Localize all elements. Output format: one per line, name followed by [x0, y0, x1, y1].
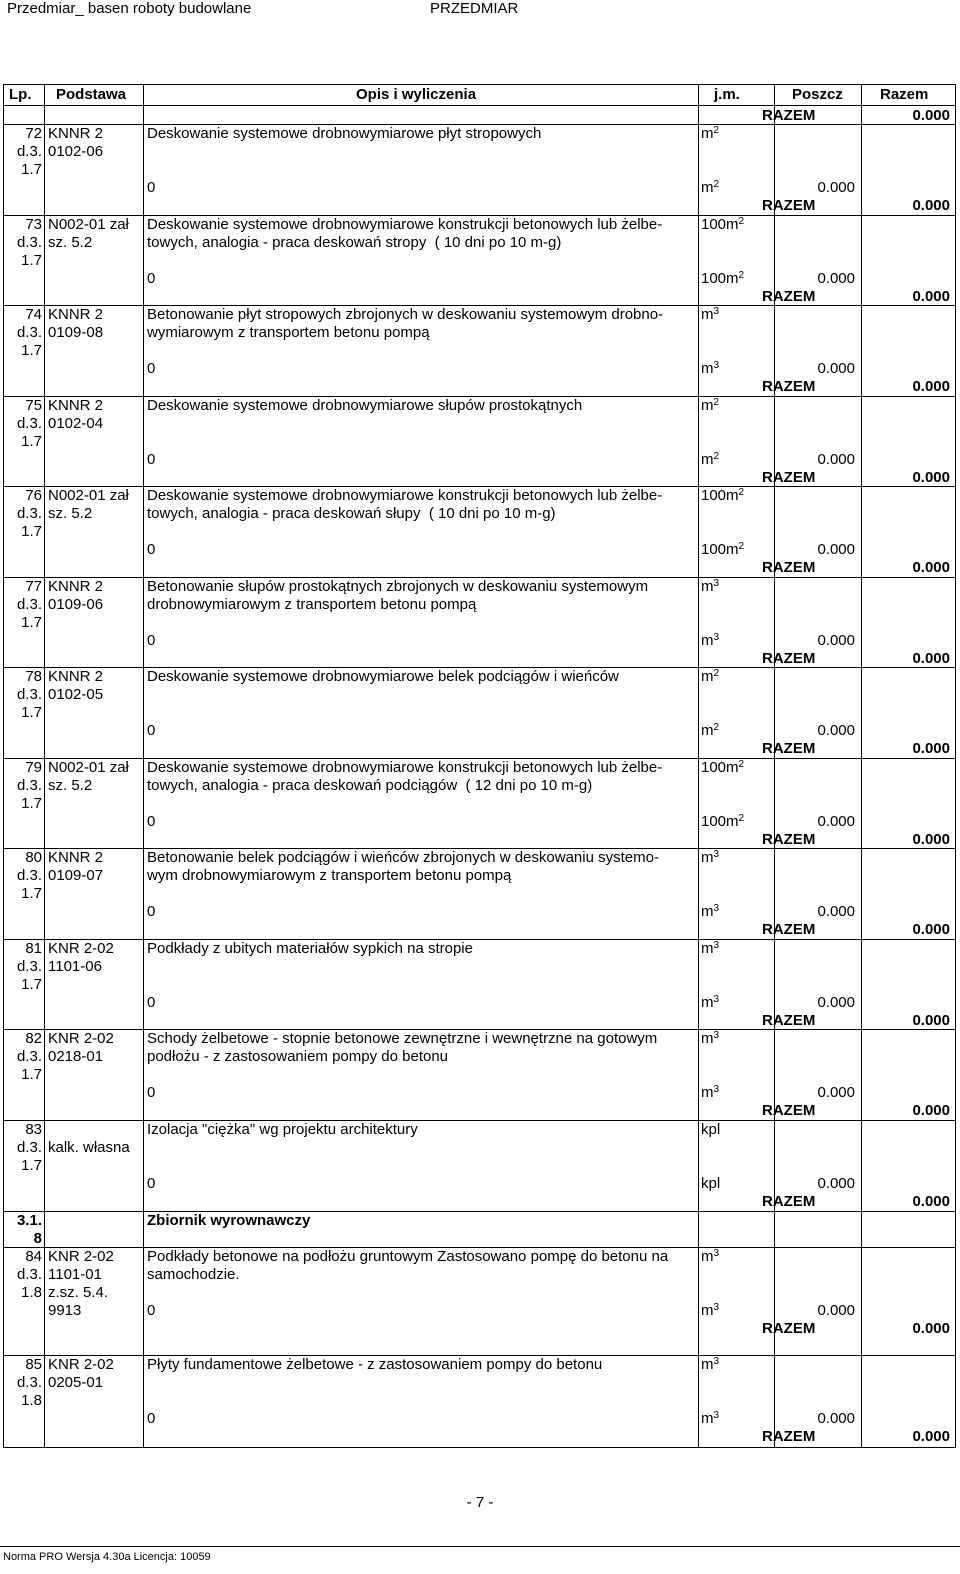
entry-lp: 82: [25, 1030, 42, 1047]
calc-value: 0.000: [817, 1302, 855, 1319]
entry-lp: 1.7: [21, 342, 42, 359]
entry-unit: [701, 759, 744, 777]
entry-unit-superscript: 2: [738, 759, 745, 770]
calc-quantity: 0: [147, 994, 156, 1011]
entry-razem-value: 0.000: [912, 1012, 950, 1029]
entry-razem-value: 0.000: [912, 378, 950, 395]
razem-label: RAZEM: [762, 107, 816, 124]
entry-podstawa: N002-01 zał: [48, 759, 129, 776]
entry-lp: d.3.: [16, 415, 42, 432]
entry-lp: 1.8: [21, 1284, 42, 1301]
entry-lp: d.3.: [16, 143, 42, 160]
entry-razem-value: 0.000: [912, 197, 950, 214]
entry-unit-text: m: [701, 940, 714, 957]
col-header-razem: Razem: [880, 86, 929, 103]
calc-unit-superscript: 2: [713, 722, 720, 733]
entry-lp: 73: [25, 216, 42, 233]
entry-unit: [701, 1356, 719, 1374]
calc-unit-superscript: 3: [713, 1084, 720, 1095]
entry-podstawa: KNNR 2: [48, 578, 104, 595]
entry-podstawa: 0102-06: [48, 143, 104, 160]
column-divider: [698, 85, 699, 1447]
calc-unit: [701, 360, 719, 378]
entry-razem-value: 0.000: [912, 1428, 950, 1445]
entry-description: Deskowanie systemowe drobnowymiarowe płyt stropowych: [147, 125, 542, 142]
entry-podstawa: 0102-04: [48, 415, 104, 432]
entry-lp: d.3.: [16, 596, 42, 613]
col-header-podstawa: Podstawa: [56, 86, 127, 103]
entry-lp: 1.7: [21, 885, 42, 902]
calc-unit: [701, 541, 744, 559]
calc-quantity: 0: [147, 1175, 156, 1192]
entry-razem-value: 0.000: [912, 650, 950, 667]
calc-unit: [701, 903, 719, 921]
entry-unit-superscript: 2: [713, 125, 720, 136]
entry-lp: d.3.: [16, 958, 42, 975]
entry-unit-text: m: [701, 397, 714, 414]
entry-unit-superscript: 3: [713, 306, 720, 317]
entry-lp: d.3.: [16, 777, 42, 794]
entry-podstawa: 1101-01: [48, 1266, 102, 1283]
entry-razem-label: RAZEM: [762, 1193, 816, 1210]
calc-value: 0.000: [817, 179, 855, 196]
calc-quantity: 0: [147, 813, 156, 830]
entry-unit: [701, 940, 719, 958]
entry-description: Betonowanie słupów prostokątnych zbrojonych w deskowaniu systemowym: [147, 578, 649, 595]
entry-lp: 80: [25, 849, 42, 866]
entry-lp: d.3.: [16, 324, 42, 341]
entry-razem-value: 0.000: [912, 1193, 950, 1210]
entry-podstawa: KNR 2-02: [48, 1248, 114, 1265]
calc-unit-superscript: 2: [713, 179, 720, 190]
calc-quantity: 0: [147, 1410, 156, 1427]
entry-lp: 1.7: [21, 433, 42, 450]
entry-podstawa: KNNR 2: [48, 306, 104, 323]
entry-unit: [701, 1030, 719, 1048]
calc-value: 0.000: [817, 360, 855, 377]
entry-podstawa: KNR 2-02: [48, 1030, 114, 1047]
calc-unit-superscript: 2: [738, 813, 745, 824]
entry-unit-superscript: 3: [713, 940, 720, 951]
entry-razem-label: RAZEM: [762, 378, 816, 395]
calc-unit: [701, 813, 744, 831]
calc-value: 0.000: [817, 1084, 855, 1101]
calc-quantity: 0: [147, 541, 156, 558]
entry-razem-label: RAZEM: [762, 469, 816, 486]
entry-description: podłożu - z zastosowaniem pompy do betonu: [147, 1048, 449, 1065]
entry-description: Deskowanie systemowe drobnowymiarowe konstrukcji betonowych lub żelbe-: [147, 487, 663, 504]
entry-description: samochodzie.: [147, 1266, 240, 1283]
entry-description: wym drobnowymiarowym z transportem betonu pompą: [147, 867, 512, 884]
entry-razem-label: RAZEM: [762, 740, 816, 757]
entry-razem-label: RAZEM: [762, 559, 816, 576]
document-title: Przedmiar_ basen roboty budowlane: [7, 0, 252, 17]
calc-quantity: 0: [147, 360, 156, 377]
entry-unit: [701, 306, 719, 324]
entry-description: towych, analogia - praca deskowań słupy ( 10 dni po 10 m-g): [147, 505, 556, 522]
entry-lp: 75: [25, 397, 42, 414]
entry-lp: d.3.: [16, 686, 42, 703]
entry-lp: 85: [25, 1356, 42, 1373]
entry-razem-value: 0.000: [912, 1320, 950, 1337]
przedmiar-table: [3, 84, 956, 1448]
entry-unit-superscript: 3: [713, 1030, 720, 1041]
entry-razem-value: 0.000: [912, 288, 950, 305]
entry-description: Deskowanie systemowe drobnowymiarowe belek podciągów i wieńców: [147, 668, 619, 685]
entry-lp: 1.7: [21, 795, 42, 812]
entry-unit-text: 100m: [701, 759, 739, 776]
entry-unit-text: m: [701, 1356, 714, 1373]
entry-unit-superscript: 2: [713, 397, 720, 408]
entry-description: Izolacja "ciężka" wg projektu architektury: [147, 1121, 418, 1138]
calc-quantity: 0: [147, 451, 156, 468]
calc-unit-text: m: [701, 1084, 714, 1101]
entry-lp: 83: [25, 1121, 42, 1138]
calc-unit: [701, 632, 719, 650]
calc-unit-text: m: [701, 994, 714, 1011]
calc-value: 0.000: [817, 1410, 855, 1427]
calc-unit: [701, 451, 719, 469]
entry-razem-value: 0.000: [912, 469, 950, 486]
entry-unit: [701, 216, 744, 234]
entry-unit-superscript: 3: [713, 1248, 720, 1259]
entry-razem-label: RAZEM: [762, 1428, 816, 1445]
entry-razem-label: RAZEM: [762, 1102, 816, 1119]
calc-unit-text: m: [701, 632, 714, 649]
entry-lp: d.3.: [16, 505, 42, 522]
entry-razem-label: RAZEM: [762, 650, 816, 667]
entry-unit-text: m: [701, 306, 714, 323]
entry-lp: 1.7: [21, 704, 42, 721]
entry-description: towych, analogia - praca deskowań podciągów ( 12 dni po 10 m-g): [147, 777, 593, 794]
calc-unit: [701, 1175, 720, 1193]
calc-unit-superscript: 2: [713, 451, 720, 462]
footer-text: Norma PRO Wersja 4.30a Licencja: 10059: [3, 1551, 211, 1563]
entry-razem-label: RAZEM: [762, 921, 816, 938]
page-number: - 7 -: [466, 1494, 494, 1511]
section-title: Zbiornik wyrownawczy: [147, 1212, 311, 1229]
entry-description: towych, analogia - praca deskowań stropy ( 10 dni po 10 m-g): [147, 234, 562, 251]
entry-podstawa: z.sz. 5.4.: [48, 1284, 109, 1301]
entry-unit: [701, 487, 744, 505]
entry-unit: [701, 397, 719, 415]
entry-unit-text: kpl: [701, 1121, 721, 1138]
calc-value: 0.000: [817, 451, 855, 468]
entry-unit: [701, 1121, 720, 1139]
calc-quantity: 0: [147, 632, 156, 649]
entry-unit: [701, 849, 719, 867]
calc-unit: [701, 722, 719, 740]
entry-razem-label: RAZEM: [762, 1012, 816, 1029]
entry-unit-text: m: [701, 1030, 714, 1047]
col-header-opis: Opis i wyliczenia: [356, 86, 477, 103]
calc-unit-text: 100m: [701, 541, 739, 558]
entry-razem-value: 0.000: [912, 1102, 950, 1119]
entry-lp: 1.7: [21, 1066, 42, 1083]
entry-lp: 78: [25, 668, 42, 685]
entry-unit: [701, 578, 719, 596]
entry-lp: 1.7: [21, 1157, 42, 1174]
column-divider: [44, 85, 45, 1447]
calc-value: 0.000: [817, 813, 855, 830]
document-type: PRZEDMIAR: [430, 0, 519, 17]
column-divider: [143, 85, 144, 1447]
calc-quantity: 0: [147, 903, 156, 920]
col-header-jm: j.m.: [714, 86, 740, 103]
calc-unit: [701, 1302, 719, 1320]
section-lp: 8: [33, 1230, 42, 1247]
entry-unit-text: m: [701, 668, 714, 685]
calc-value: 0.000: [817, 632, 855, 649]
entry-lp: 79: [25, 759, 42, 776]
section-lp: 3.1.: [16, 1212, 42, 1229]
entry-lp: 1.7: [21, 523, 42, 540]
col-header-lp: Lp.: [9, 86, 32, 103]
entry-unit-text: 100m: [701, 487, 739, 504]
entry-podstawa: 0218-01: [48, 1048, 104, 1065]
entry-podstawa: KNR 2-02: [48, 1356, 114, 1373]
entry-unit-text: m: [701, 849, 714, 866]
entry-razem-label: RAZEM: [762, 1320, 816, 1337]
entry-description: Płyty fundamentowe żelbetowe - z zastosowaniem pompy do betonu: [147, 1356, 603, 1373]
calc-unit-superscript: 3: [713, 1410, 720, 1421]
entry-lp: 1.7: [21, 614, 42, 631]
entry-unit-superscript: 2: [738, 216, 745, 227]
entry-lp: 76: [25, 487, 42, 504]
col-header-poszcz: Poszcz: [792, 86, 843, 103]
entry-unit-superscript: 3: [713, 578, 720, 589]
entry-podstawa: kalk. własna: [48, 1139, 130, 1156]
calc-value: 0.000: [817, 994, 855, 1011]
calc-quantity: 0: [147, 1302, 156, 1319]
calc-quantity: 0: [147, 1084, 156, 1101]
entry-podstawa: 0109-07: [48, 867, 104, 884]
entry-lp: d.3.: [16, 1374, 42, 1391]
entry-podstawa: N002-01 zał: [48, 487, 129, 504]
calc-unit-text: m: [701, 179, 714, 196]
calc-unit-superscript: 2: [738, 541, 745, 552]
calc-value: 0.000: [817, 270, 855, 287]
entry-description: wymiarowym z transportem betonu pompą: [147, 324, 430, 341]
entry-lp: 77: [25, 578, 42, 595]
entry-razem-label: RAZEM: [762, 288, 816, 305]
calc-unit: [701, 1410, 719, 1428]
entry-podstawa: sz. 5.2: [48, 777, 93, 794]
entry-podstawa: KNNR 2: [48, 849, 104, 866]
calc-unit-superscript: 3: [713, 360, 720, 371]
calc-unit-text: m: [701, 722, 714, 739]
razem-value: 0.000: [912, 107, 950, 124]
entry-description: Betonowanie płyt stropowych zbrojonych w deskowaniu systemowym drobno-: [147, 306, 664, 323]
entry-description: Podkłady z ubitych materiałów sypkich na stropie: [147, 940, 473, 957]
entry-description: Deskowanie systemowe drobnowymiarowe konstrukcji betonowych lub żelbe-: [147, 759, 663, 776]
entry-unit: [701, 668, 719, 686]
calc-quantity: 0: [147, 179, 156, 196]
entry-podstawa: 1101-06: [48, 958, 102, 975]
entry-razem-value: 0.000: [912, 740, 950, 757]
calc-unit-text: m: [701, 360, 714, 377]
entry-podstawa: 0205-01: [48, 1374, 104, 1391]
entry-razem-label: RAZEM: [762, 831, 816, 848]
entry-unit-superscript: 2: [738, 487, 745, 498]
entry-unit-text: m: [701, 125, 714, 142]
entry-description: Schody żelbetowe - stopnie betonowe zewnętrzne i wewnętrzne na gotowym: [147, 1030, 658, 1047]
entry-unit-text: 100m: [701, 216, 739, 233]
entry-podstawa: sz. 5.2: [48, 505, 93, 522]
entry-unit-text: m: [701, 578, 714, 595]
entry-lp: d.3.: [16, 1048, 42, 1065]
calc-unit: [701, 1084, 719, 1102]
entry-unit-text: m: [701, 1248, 714, 1265]
entry-unit: [701, 1248, 719, 1266]
entry-podstawa: 0109-06: [48, 596, 104, 613]
entry-podstawa: 0102-05: [48, 686, 104, 703]
entry-unit-superscript: 2: [713, 668, 720, 679]
entry-podstawa: 9913: [48, 1302, 82, 1319]
entry-lp: 84: [25, 1248, 42, 1265]
entry-podstawa: KNR 2-02: [48, 940, 114, 957]
calc-unit-text: m: [701, 903, 714, 920]
entry-razem-label: RAZEM: [762, 197, 816, 214]
entry-razem-value: 0.000: [912, 921, 950, 938]
calc-unit: [701, 179, 719, 197]
entry-razem-value: 0.000: [912, 559, 950, 576]
entry-podstawa: 0109-08: [48, 324, 104, 341]
calc-unit-superscript: 3: [713, 1302, 720, 1313]
calc-unit: [701, 994, 719, 1012]
entry-unit-superscript: 3: [713, 849, 720, 860]
header-divider: [4, 105, 955, 106]
entry-lp: 1.7: [21, 252, 42, 269]
entry-description: Podkłady betonowe na podłożu gruntowym Zastosowano pompę do betonu na: [147, 1248, 669, 1265]
calc-unit-superscript: 3: [713, 632, 720, 643]
entry-unit: [701, 125, 719, 143]
entry-lp: 1.7: [21, 161, 42, 178]
calc-unit-superscript: 3: [713, 994, 720, 1005]
entry-lp: 72: [25, 125, 42, 142]
entry-lp: d.3.: [16, 234, 42, 251]
entry-lp: d.3.: [16, 1139, 42, 1156]
calc-value: 0.000: [817, 1175, 855, 1192]
entry-podstawa: sz. 5.2: [48, 234, 93, 251]
entry-unit-superscript: 3: [713, 1356, 720, 1367]
entry-description: Betonowanie belek podciągów i wieńców zbrojonych w deskowaniu systemo-: [147, 849, 659, 866]
calc-value: 0.000: [817, 541, 855, 558]
calc-unit-text: m: [701, 1410, 714, 1427]
calc-unit-text: m: [701, 451, 714, 468]
entry-lp: d.3.: [16, 867, 42, 884]
entry-description: Deskowanie systemowe drobnowymiarowe konstrukcji betonowych lub żelbe-: [147, 216, 663, 233]
entry-lp: 1.7: [21, 976, 42, 993]
entry-razem-value: 0.000: [912, 831, 950, 848]
calc-unit-text: kpl: [701, 1175, 721, 1192]
calc-quantity: 0: [147, 722, 156, 739]
entry-podstawa: N002-01 zał: [48, 216, 129, 233]
calc-unit-text: 100m: [701, 813, 739, 830]
footer-divider: [0, 1546, 960, 1547]
entry-lp: d.3.: [16, 1266, 42, 1283]
entry-podstawa: KNNR 2: [48, 397, 104, 414]
entry-lp: 81: [25, 940, 42, 957]
column-divider: [861, 85, 862, 1447]
entry-description: drobnowymiarowym z transportem betonu pompą: [147, 596, 477, 613]
entry-description: Deskowanie systemowe drobnowymiarowe słupów prostokątnych: [147, 397, 583, 414]
calc-unit-text: m: [701, 1302, 714, 1319]
entry-lp: 1.8: [21, 1392, 42, 1409]
calc-unit: [701, 270, 744, 288]
calc-quantity: 0: [147, 270, 156, 287]
calc-unit-superscript: 3: [713, 903, 720, 914]
calc-value: 0.000: [817, 903, 855, 920]
entry-podstawa: KNNR 2: [48, 125, 104, 142]
entry-podstawa: KNNR 2: [48, 668, 104, 685]
calc-unit-superscript: 2: [738, 270, 745, 281]
calc-unit-text: 100m: [701, 270, 739, 287]
entry-lp: 74: [25, 306, 42, 323]
calc-value: 0.000: [817, 722, 855, 739]
